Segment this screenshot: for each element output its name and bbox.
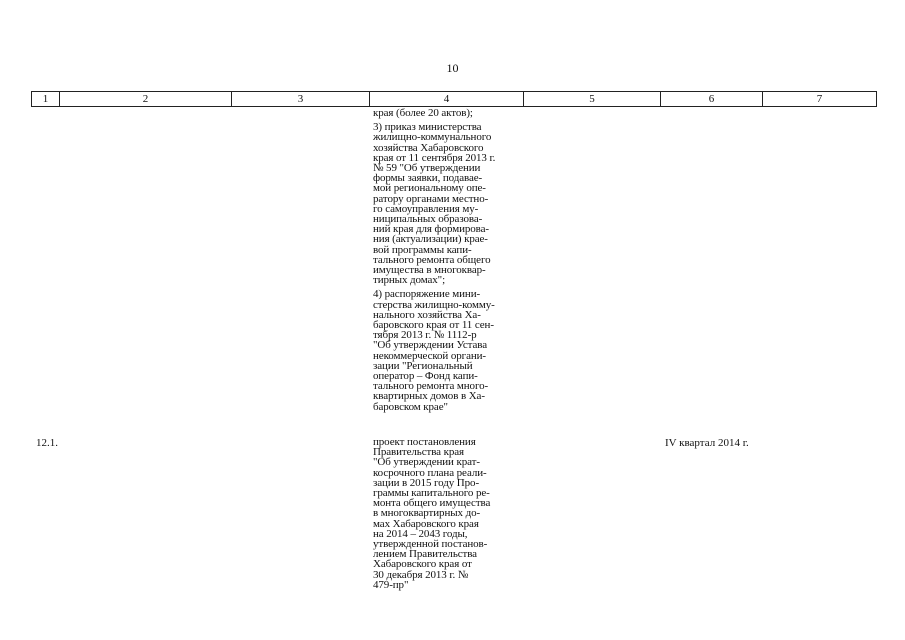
row-number: 12.1. (36, 437, 58, 449)
page-number: 10 (446, 61, 459, 75)
header-row (32, 92, 877, 107)
continued-cell-text (373, 108, 523, 416)
header-cell-1: 1 (32, 92, 60, 107)
header-cell-4: 4 (370, 92, 524, 107)
header-cell-5: 5 (524, 92, 661, 107)
row-document-cell (373, 437, 523, 594)
header-cell-6: 6 (661, 92, 763, 107)
row-deadline: IV квартал 2014 г. (665, 437, 749, 449)
table-header (31, 91, 877, 107)
legal-act-item-4: 4) распоряжение мини- стерства жилищно-комму- нального хозяйства Ха- баровского края от 11 сен- тября 2013 г. № 1112-р "Об утверждении Устава некоммерческой органи- зации "Региональный оператор – Фонд капи- тального ремонта много- квартирных домов в Ха- баровском крае" (373, 288, 495, 413)
header-cell-3: 3 (232, 92, 370, 107)
header-cell-2: 2 (60, 92, 232, 107)
row-document-text: проект постановления Правительства края "Об утверждении крат- косрочного плана реали- зации в 2015 году Про- граммы капитального ре- монта общего имущества в многоквартирных до- мах Хабаровского края на 2014 – 2043 годы, утвержденной постанов- лением Правительства Хабаровского края от 30 декабря 2013 г. № 479-пр" (373, 436, 491, 591)
legal-act-item-3: 3) приказ министерства жилищно-коммунального хозяйства Хабаровского края от 11 сентября 2013 г. № 59 "Об утверждении формы заявки, подавае- мой региональному опе- ратору органами местно- го самоуправления му- ниципальных образова- ний края для формирова- ния (актуализации) крае- вой программы капи- тального ремонта общего имущества в многоквар- тирных домах"; (373, 121, 496, 287)
continued-item-end: края (более 20 актов); (373, 107, 473, 119)
header-cell-7: 7 (763, 92, 877, 107)
